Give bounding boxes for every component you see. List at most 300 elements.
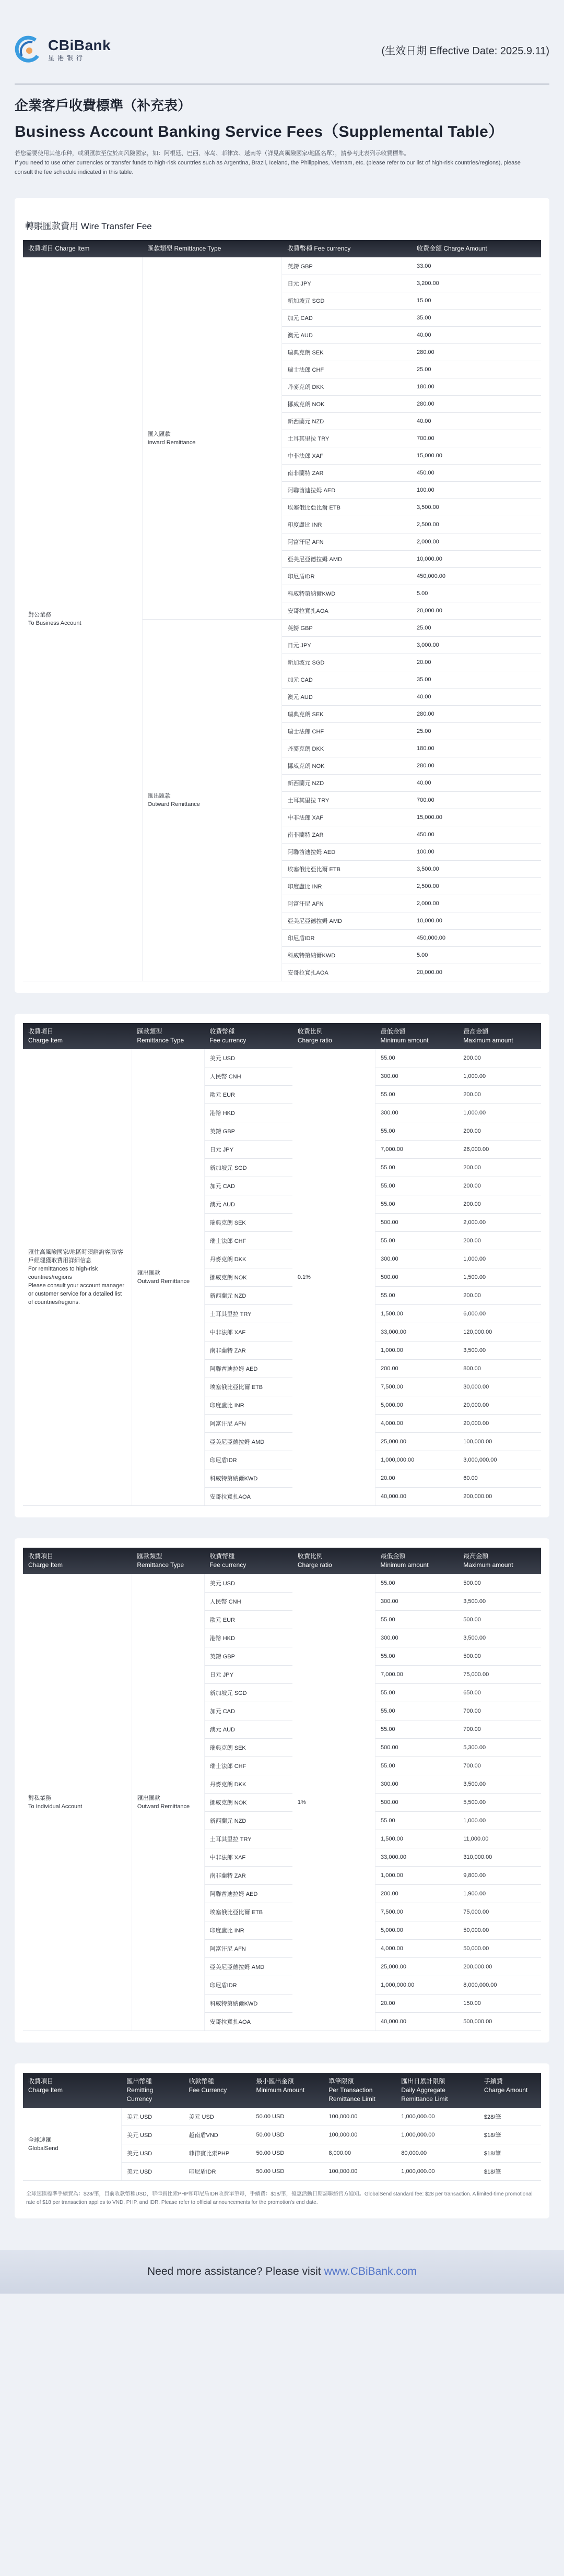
fee-currency-cell: 加元 CAD — [282, 309, 412, 326]
fee-currency-cell: 土耳其里拉 TRY — [282, 430, 412, 447]
fee-currency-cell: 中非法郎 XAF — [204, 1323, 292, 1342]
fee-currency-cell: 印尼盾IDR — [204, 1451, 292, 1469]
fee-currency-cell: 土耳其里拉 TRY — [204, 1830, 292, 1848]
maximum-amount-cell: 20,000.00 — [458, 1396, 541, 1415]
fee-currency-cell: 埃塞俄比亞比爾 ETB — [204, 1378, 292, 1396]
maximum-amount-cell: 75,000.00 — [458, 1903, 541, 1921]
charge-amount-cell: 40.00 — [412, 412, 541, 430]
maximum-amount-cell: 800.00 — [458, 1360, 541, 1378]
fee-currency-cell: 中非法郎 XAF — [204, 1848, 292, 1866]
highrisk-header-2: 收費幣種 Fee currency — [204, 1023, 292, 1049]
fee-currency-cell: 瑞士法郎 CHF — [282, 722, 412, 740]
charge-amount-cell: 100.00 — [412, 481, 541, 498]
charge-amount-cell: 20.00 — [412, 654, 541, 671]
fee-currency-cell: 澳元 AUD — [282, 326, 412, 343]
minimum-amount-cell: 500.00 — [375, 1793, 459, 1811]
table-row — [23, 1049, 541, 1067]
charge-amount-cell: 280.00 — [412, 757, 541, 774]
individual-table — [23, 1548, 541, 2031]
minimum-amount-cell: 55.00 — [375, 1647, 459, 1665]
fee-currency-cell: 挪威克朗 NOK — [282, 757, 412, 774]
fee-currency-cell: 科威特第納爾KWD — [282, 946, 412, 964]
minimum-amount-cell: 33,000.00 — [375, 1848, 459, 1866]
charge-amount-cell: 3,500.00 — [412, 498, 541, 516]
maximum-amount-cell: 3,500.00 — [458, 1342, 541, 1360]
maximum-amount-cell: 1,000.00 — [458, 1811, 541, 1830]
fee-currency-cell: 歐元 EUR — [204, 1610, 292, 1629]
maximum-amount-cell: 200.00 — [458, 1159, 541, 1177]
minimum-amount-cell: 50.00 USD — [251, 2163, 323, 2181]
fee-currency-cell: 印度盧比 INR — [204, 1921, 292, 1939]
charge-amount-cell: 35.00 — [412, 671, 541, 688]
minimum-amount-cell: 300.00 — [375, 1104, 459, 1122]
fee-currency-cell: 日元 JPY — [282, 636, 412, 654]
globalsend-card — [15, 2063, 549, 2219]
charge-amount-cell: 180.00 — [412, 740, 541, 757]
fee-currency-cell: 英鎊 GBP — [282, 619, 412, 636]
charge-amount-cell: 40.00 — [412, 688, 541, 705]
per-transaction-limit-cell: 100,000.00 — [323, 2108, 396, 2126]
footer-assistance — [0, 2250, 564, 2294]
minimum-amount-cell: 7,000.00 — [375, 1665, 459, 1683]
minimum-amount-cell: 25,000.00 — [375, 1957, 459, 1976]
footer-website-link[interactable]: www.CBiBank.com — [324, 2265, 417, 2278]
minimum-amount-cell: 33,000.00 — [375, 1323, 459, 1342]
maximum-amount-cell: 500,000.00 — [458, 2012, 541, 2031]
fee-currency-cell: 阿聯酋迪拉姆 AED — [204, 1360, 292, 1378]
fee-currency-cell: 美元 USD — [204, 1049, 292, 1067]
remitting-currency-cell: 美元 USD — [121, 2108, 183, 2126]
wire-transfer-card — [15, 198, 549, 993]
charge-amount-cell: 450.00 — [412, 464, 541, 481]
individual-header-2: 收費幣種 Fee currency — [204, 1548, 292, 1574]
fee-currency-cell: 新西蘭元 NZD — [204, 1811, 292, 1830]
minimum-amount-cell: 55.00 — [375, 1683, 459, 1702]
charge-amount-cell: 5.00 — [412, 946, 541, 964]
remitting-currency-cell: 美元 USD — [121, 2144, 183, 2163]
minimum-amount-cell: 5,000.00 — [375, 1921, 459, 1939]
charge-amount-cell: 700.00 — [412, 430, 541, 447]
charge-amount-cell: 450,000.00 — [412, 929, 541, 946]
per-transaction-limit-cell: 100,000.00 — [323, 2163, 396, 2181]
wire-header-3: 收費金額 Charge Amount — [412, 240, 541, 257]
maximum-amount-cell: 60.00 — [458, 1469, 541, 1488]
fee-currency-cell: 阿聯酋迪拉姆 AED — [282, 481, 412, 498]
minimum-amount-cell: 20.00 — [375, 1469, 459, 1488]
fee-currency-cell: 新加坡元 SGD — [282, 654, 412, 671]
wire-transfer-title: 轉賬匯款費用 Wire Transfer Fee — [25, 221, 152, 232]
maximum-amount-cell: 1,000.00 — [458, 1067, 541, 1086]
fee-currency-cell: 加元 CAD — [204, 1177, 292, 1195]
minimum-amount-cell: 4,000.00 — [375, 1939, 459, 1957]
highrisk-header-4: 最低金額 Minimum amount — [375, 1023, 459, 1049]
fee-currency-cell: 新西蘭元 NZD — [282, 774, 412, 791]
charge-amount-cell: $28/筆 — [479, 2108, 541, 2126]
fee-currency-cell: 新西蘭元 NZD — [204, 1287, 292, 1305]
fee-currency-cell: 英鎊 GBP — [282, 257, 412, 275]
highrisk-table — [23, 1023, 541, 1506]
minimum-amount-cell: 55.00 — [375, 1177, 459, 1195]
wire-header-2: 收費幣種 Fee currency — [282, 240, 412, 257]
fee-currency-cell: 丹麥克朗 DKK — [282, 740, 412, 757]
maximum-amount-cell: 500.00 — [458, 1647, 541, 1665]
individual-card — [15, 1538, 549, 2043]
individual-header-1: 匯款類型 Remittance Type — [132, 1548, 204, 1574]
fee-currency-cell: 英鎊 GBP — [204, 1647, 292, 1665]
charge-amount-cell: 280.00 — [412, 395, 541, 412]
fee-currency-cell: 澳元 AUD — [204, 1195, 292, 1214]
logo-icon — [15, 35, 44, 64]
charge-amount-cell: 15,000.00 — [412, 447, 541, 464]
page-title-zh: 企業客戶收費標準（补充表） — [15, 98, 192, 114]
minimum-amount-cell: 50.00 USD — [251, 2144, 323, 2163]
minimum-amount-cell: 500.00 — [375, 1214, 459, 1232]
minimum-amount-cell: 50.00 USD — [251, 2126, 323, 2144]
minimum-amount-cell: 55.00 — [375, 1720, 459, 1738]
minimum-amount-cell: 55.00 — [375, 1756, 459, 1775]
fee-currency-cell: 瑞典克朗 SEK — [282, 705, 412, 722]
charge-amount-cell: $18/筆 — [479, 2126, 541, 2144]
daily-limit-cell: 1,000,000.00 — [396, 2163, 479, 2181]
minimum-amount-cell: 5,000.00 — [375, 1396, 459, 1415]
wire-transfer-table — [23, 240, 541, 981]
globalsend-header-6: 手續費 Charge Amount — [479, 2073, 541, 2108]
maximum-amount-cell: 5,500.00 — [458, 1793, 541, 1811]
fee-currency-cell: 埃塞俄比亞比爾 ETB — [282, 498, 412, 516]
fee-currency-cell: 丹麥克朗 DKK — [282, 378, 412, 395]
logo-subtitle: 星港银行 — [48, 54, 86, 62]
minimum-amount-cell: 55.00 — [375, 1811, 459, 1830]
maximum-amount-cell: 20,000.00 — [458, 1415, 541, 1433]
table-row — [23, 1574, 541, 1592]
charge-amount-cell: 280.00 — [412, 343, 541, 361]
fee-currency-cell: 丹麥克朗 DKK — [204, 1775, 292, 1793]
globalsend-header-2: 收款幣種 Fee Currency — [184, 2073, 251, 2108]
charge-amount-cell: 10,000.00 — [412, 550, 541, 567]
remitting-currency-cell: 美元 USD — [121, 2163, 183, 2181]
footer-text: Need more assistance? Please visit — [147, 2265, 321, 2278]
charge-amount-cell: 450.00 — [412, 826, 541, 843]
remitting-currency-cell: 美元 USD — [121, 2126, 183, 2144]
charge-amount-cell: 280.00 — [412, 705, 541, 722]
fee-currency-cell: 瑞士法郎 CHF — [204, 1232, 292, 1250]
fee-currency-cell: 歐元 EUR — [204, 1086, 292, 1104]
maximum-amount-cell: 200.00 — [458, 1287, 541, 1305]
minimum-amount-cell: 55.00 — [375, 1574, 459, 1592]
remittance-type-cell: 匯出匯款 Outward Remittance — [132, 1049, 204, 1506]
maximum-amount-cell: 1,500.00 — [458, 1268, 541, 1287]
fee-currency-cell: 英鎊 GBP — [204, 1122, 292, 1141]
charge-amount-cell: 15,000.00 — [412, 809, 541, 826]
maximum-amount-cell: 200.00 — [458, 1049, 541, 1067]
fee-currency-cell: 人民幣 CNH — [204, 1067, 292, 1086]
fee-currency-cell: 新西蘭元 NZD — [282, 412, 412, 430]
charge-item-cell: 對私業務 To Individual Account — [23, 1574, 132, 2031]
globalsend-table — [23, 2073, 541, 2181]
fee-currency-cell: 澳元 AUD — [282, 688, 412, 705]
fee-currency-cell: 阿富汗尼 AFN — [282, 895, 412, 912]
fee-currency-cell: 瑞士法郎 CHF — [204, 1756, 292, 1775]
minimum-amount-cell: 50.00 USD — [251, 2108, 323, 2126]
individual-header-0: 收費項目 Charge Item — [23, 1548, 132, 1574]
maximum-amount-cell: 5,300.00 — [458, 1738, 541, 1756]
minimum-amount-cell: 300.00 — [375, 1250, 459, 1268]
highrisk-header-1: 匯款類型 Remittance Type — [132, 1023, 204, 1049]
fee-currency-cell: 亞美尼亞德拉姆 AMD — [282, 550, 412, 567]
fee-currency-cell: 南非蘭特 ZAR — [282, 464, 412, 481]
charge-amount-cell: 2,000.00 — [412, 533, 541, 550]
logo-wordmark: CBiBank — [48, 37, 111, 53]
maximum-amount-cell: 2,000.00 — [458, 1214, 541, 1232]
maximum-amount-cell: 200,000.00 — [458, 1488, 541, 1506]
minimum-amount-cell: 1,500.00 — [375, 1305, 459, 1323]
fee-currency-cell: 南非蘭特 ZAR — [204, 1866, 292, 1884]
maximum-amount-cell: 3,500.00 — [458, 1592, 541, 1610]
charge-ratio-cell: 0.1% — [292, 1049, 375, 1506]
minimum-amount-cell: 200.00 — [375, 1884, 459, 1903]
minimum-amount-cell: 1,000.00 — [375, 1342, 459, 1360]
maximum-amount-cell: 1,000.00 — [458, 1104, 541, 1122]
fee-currency-cell: 印尼盾IDR — [204, 1976, 292, 1994]
minimum-amount-cell: 55.00 — [375, 1049, 459, 1067]
maximum-amount-cell: 3,500.00 — [458, 1775, 541, 1793]
minimum-amount-cell: 300.00 — [375, 1067, 459, 1086]
per-transaction-limit-cell: 8,000.00 — [323, 2144, 396, 2163]
minimum-amount-cell: 7,500.00 — [375, 1903, 459, 1921]
charge-amount-cell: 33.00 — [412, 257, 541, 275]
fee-currency-cell: 印度盧比 INR — [282, 516, 412, 533]
minimum-amount-cell: 500.00 — [375, 1268, 459, 1287]
remittance-type-cell: 匯出匯款 Outward Remittance — [142, 619, 282, 981]
fee-currency-cell: 日元 JPY — [204, 1665, 292, 1683]
minimum-amount-cell: 55.00 — [375, 1232, 459, 1250]
fee-currency-cell: 美元 USD — [184, 2108, 251, 2126]
fee-currency-cell: 南非蘭特 ZAR — [282, 826, 412, 843]
maximum-amount-cell: 75,000.00 — [458, 1665, 541, 1683]
maximum-amount-cell: 650.00 — [458, 1683, 541, 1702]
minimum-amount-cell: 500.00 — [375, 1738, 459, 1756]
fee-currency-cell: 日元 JPY — [282, 275, 412, 292]
intro — [0, 141, 564, 177]
charge-amount-cell: 2,500.00 — [412, 516, 541, 533]
effective-date: (生效日期 Effective Date: 2025.9.11) — [381, 45, 549, 57]
fee-currency-cell: 日元 JPY — [204, 1141, 292, 1159]
fee-currency-cell: 中非法郎 XAF — [282, 447, 412, 464]
fee-currency-cell: 新加坡元 SGD — [204, 1159, 292, 1177]
logo[interactable] — [15, 35, 111, 64]
minimum-amount-cell: 40,000.00 — [375, 2012, 459, 2031]
individual-header-3: 收費比例 Charge ratio — [292, 1548, 375, 1574]
maximum-amount-cell: 50,000.00 — [458, 1921, 541, 1939]
charge-item-cell: 全球速匯 GlobalSend — [23, 2108, 121, 2181]
charge-item-cell: 匯往高風險國家/地區時須諮詢客服/客戶經理獲取費用詳細信息 For remittances to high-risk countries/regions Please consult your account manager or customer service for a detailed list of countries/regions. — [23, 1049, 132, 1506]
minimum-amount-cell: 1,000.00 — [375, 1866, 459, 1884]
fee-currency-cell: 瑞士法郎 CHF — [282, 361, 412, 378]
fee-currency-cell: 印度盧比 INR — [204, 1396, 292, 1415]
charge-amount-cell: 3,000.00 — [412, 636, 541, 654]
minimum-amount-cell: 200.00 — [375, 1360, 459, 1378]
maximum-amount-cell: 200.00 — [458, 1195, 541, 1214]
per-transaction-limit-cell: 100,000.00 — [323, 2126, 396, 2144]
individual-header-5: 最高金額 Maximum amount — [458, 1548, 541, 1574]
wire-header-1: 匯款類型 Remittance Type — [142, 240, 282, 257]
globalsend-header-3: 最小匯出金額 Minimum Amount — [251, 2073, 323, 2108]
charge-amount-cell: 3,200.00 — [412, 275, 541, 292]
daily-limit-cell: 1,000,000.00 — [396, 2108, 479, 2126]
maximum-amount-cell: 700.00 — [458, 1702, 541, 1720]
fee-currency-cell: 埃塞俄比亞比爾 ETB — [204, 1903, 292, 1921]
maximum-amount-cell: 9,800.00 — [458, 1866, 541, 1884]
fee-currency-cell: 埃塞俄比亞比爾 ETB — [282, 860, 412, 877]
charge-amount-cell: 25.00 — [412, 619, 541, 636]
maximum-amount-cell: 200.00 — [458, 1232, 541, 1250]
maximum-amount-cell: 200.00 — [458, 1122, 541, 1141]
fee-currency-cell: 科威特第納爾KWD — [204, 1469, 292, 1488]
fee-currency-cell: 美元 USD — [204, 1574, 292, 1592]
charge-amount-cell: 25.00 — [412, 361, 541, 378]
maximum-amount-cell: 1,900.00 — [458, 1884, 541, 1903]
fee-currency-cell: 挪威克朗 NOK — [282, 395, 412, 412]
fee-currency-cell: 越南盾VND — [184, 2126, 251, 2144]
fee-currency-cell: 瑞典克朗 SEK — [204, 1214, 292, 1232]
fee-currency-cell: 土耳其里拉 TRY — [282, 791, 412, 809]
charge-amount-cell: 5.00 — [412, 585, 541, 602]
fee-currency-cell: 人民幣 CNH — [204, 1592, 292, 1610]
maximum-amount-cell: 200,000.00 — [458, 1957, 541, 1976]
fee-currency-cell: 中非法郎 XAF — [282, 809, 412, 826]
fee-currency-cell: 亞美尼亞德拉姆 AMD — [204, 1957, 292, 1976]
charge-amount-cell: 35.00 — [412, 309, 541, 326]
minimum-amount-cell: 55.00 — [375, 1702, 459, 1720]
fee-currency-cell: 安哥拉寬扎AOA — [282, 964, 412, 981]
charge-amount-cell: 700.00 — [412, 791, 541, 809]
fee-currency-cell: 新加坡元 SGD — [282, 292, 412, 309]
minimum-amount-cell: 25,000.00 — [375, 1433, 459, 1451]
fee-currency-cell: 印尼盾IDR — [282, 567, 412, 585]
fee-currency-cell: 南非蘭特 ZAR — [204, 1342, 292, 1360]
maximum-amount-cell: 6,000.00 — [458, 1305, 541, 1323]
minimum-amount-cell: 300.00 — [375, 1775, 459, 1793]
charge-amount-cell: 3,500.00 — [412, 860, 541, 877]
minimum-amount-cell: 1,500.00 — [375, 1830, 459, 1848]
daily-limit-cell: 1,000,000.00 — [396, 2126, 479, 2144]
fee-currency-cell: 印尼盾IDR — [184, 2163, 251, 2181]
fee-currency-cell: 科威特第納爾KWD — [204, 1994, 292, 2012]
minimum-amount-cell: 55.00 — [375, 1195, 459, 1214]
fee-currency-cell: 科威特第納爾KWD — [282, 585, 412, 602]
daily-limit-cell: 80,000.00 — [396, 2144, 479, 2163]
table-row — [23, 2108, 541, 2126]
remittance-type-cell: 匯入匯款 Inward Remittance — [142, 257, 282, 619]
highrisk-header-0: 收費項目 Charge Item — [23, 1023, 132, 1049]
minimum-amount-cell: 300.00 — [375, 1629, 459, 1647]
maximum-amount-cell: 700.00 — [458, 1720, 541, 1738]
minimum-amount-cell: 55.00 — [375, 1122, 459, 1141]
maximum-amount-cell: 1,000.00 — [458, 1250, 541, 1268]
fee-currency-cell: 印尼盾IDR — [282, 929, 412, 946]
fee-currency-cell: 港幣 HKD — [204, 1104, 292, 1122]
charge-amount-cell: 40.00 — [412, 774, 541, 791]
minimum-amount-cell: 55.00 — [375, 1159, 459, 1177]
fee-currency-cell: 挪威克朗 NOK — [204, 1268, 292, 1287]
fee-currency-cell: 菲律賓比索PHP — [184, 2144, 251, 2163]
fee-currency-cell: 瑞典克朗 SEK — [204, 1738, 292, 1756]
minimum-amount-cell: 300.00 — [375, 1592, 459, 1610]
charge-amount-cell: 25.00 — [412, 722, 541, 740]
charge-ratio-cell: 1% — [292, 1574, 375, 2031]
fee-currency-cell: 阿富汗尼 AFN — [282, 533, 412, 550]
fee-currency-cell: 港幣 HKD — [204, 1629, 292, 1647]
maximum-amount-cell: 200.00 — [458, 1177, 541, 1195]
minimum-amount-cell: 40,000.00 — [375, 1488, 459, 1506]
fee-currency-cell: 安哥拉寬扎AOA — [204, 2012, 292, 2031]
maximum-amount-cell: 150.00 — [458, 1994, 541, 2012]
maximum-amount-cell: 50,000.00 — [458, 1939, 541, 1957]
globalsend-header-0: 收費項目 Charge Item — [23, 2073, 121, 2108]
fee-currency-cell: 丹麥克朗 DKK — [204, 1250, 292, 1268]
minimum-amount-cell: 20.00 — [375, 1994, 459, 2012]
minimum-amount-cell: 1,000,000.00 — [375, 1451, 459, 1469]
maximum-amount-cell: 500.00 — [458, 1574, 541, 1592]
fee-currency-cell: 瑞典克朗 SEK — [282, 343, 412, 361]
header-divider — [15, 84, 549, 85]
maximum-amount-cell: 26,000.00 — [458, 1141, 541, 1159]
intro-zh: 若您需要使用其他币种，或須匯款至位於高风險國家，如：阿根廷、巴西、冰岛、菲律宾、越南等（詳見高風險國家/地區名單），請參考此表列示收費標準。 — [15, 150, 410, 157]
highrisk-header-5: 最高金額 Maximum amount — [458, 1023, 541, 1049]
fee-currency-cell: 印度盧比 INR — [282, 877, 412, 895]
globalsend-header-5: 匯出日累計限額 Daily Aggregate Remittance Limit — [396, 2073, 479, 2108]
globalsend-header-1: 匯出幣種 Remitting Currency — [121, 2073, 183, 2108]
maximum-amount-cell: 3,000,000.00 — [458, 1451, 541, 1469]
fee-currency-cell: 澳元 AUD — [204, 1720, 292, 1738]
charge-amount-cell: 10,000.00 — [412, 912, 541, 929]
intro-en: If you need to use other currencies or transfer funds to high-risk countries such as Argentina, Brazil, Iceland, the Philippines, Vietnam, etc. (please refer to our list of high-risk countries/regions), please consult the fee schedule indicated in this table. — [15, 160, 521, 176]
maximum-amount-cell: 100,000.00 — [458, 1433, 541, 1451]
maximum-amount-cell: 30,000.00 — [458, 1378, 541, 1396]
maximum-amount-cell: 3,500.00 — [458, 1629, 541, 1647]
fee-currency-cell: 加元 CAD — [282, 671, 412, 688]
page-title-en: Business Account Banking Service Fees（Supplemental Table） — [15, 123, 504, 140]
highrisk-header-3: 收費比例 Charge ratio — [292, 1023, 375, 1049]
fee-currency-cell: 亞美尼亞德拉姆 AMD — [282, 912, 412, 929]
fee-currency-cell: 土耳其里拉 TRY — [204, 1305, 292, 1323]
fee-currency-cell: 新加坡元 SGD — [204, 1683, 292, 1702]
charge-amount-cell: 180.00 — [412, 378, 541, 395]
fee-currency-cell: 安哥拉寬扎AOA — [282, 602, 412, 619]
remittance-type-cell: 匯出匯款 Outward Remittance — [132, 1574, 204, 2031]
minimum-amount-cell: 4,000.00 — [375, 1415, 459, 1433]
maximum-amount-cell: 310,000.00 — [458, 1848, 541, 1866]
minimum-amount-cell: 7,000.00 — [375, 1141, 459, 1159]
maximum-amount-cell: 700.00 — [458, 1756, 541, 1775]
charge-amount-cell: 20,000.00 — [412, 602, 541, 619]
charge-amount-cell: 100.00 — [412, 843, 541, 860]
globalsend-note: 全球速匯標準手續費為：$28/筆，目前收款幣種USD，菲律賓比索PHP和印尼盾IDR收費單筆每，手續費：$18/筆，優惠活動日期請聯絡官方通知。GlobalSend standard fee: $28 per transaction. A limited-time promotional rate of $18 per transaction applies to VND, PHP, and IDR. Please refer to official announcements for the promotion's end date. — [26, 2191, 533, 2206]
charge-amount-cell: 2,000.00 — [412, 895, 541, 912]
maximum-amount-cell: 8,000,000.00 — [458, 1976, 541, 1994]
individual-header-4: 最低金額 Minimum amount — [375, 1548, 459, 1574]
minimum-amount-cell: 7,500.00 — [375, 1378, 459, 1396]
fee-currency-cell: 亞美尼亞德拉姆 AMD — [204, 1433, 292, 1451]
fee-currency-cell: 阿富汗尼 AFN — [204, 1939, 292, 1957]
highrisk-card — [15, 1014, 549, 1518]
fee-currency-cell: 阿富汗尼 AFN — [204, 1415, 292, 1433]
minimum-amount-cell: 55.00 — [375, 1287, 459, 1305]
maximum-amount-cell: 120,000.00 — [458, 1323, 541, 1342]
fee-currency-cell: 安哥拉寬扎AOA — [204, 1488, 292, 1506]
charge-amount-cell: $18/筆 — [479, 2163, 541, 2181]
charge-amount-cell: 40.00 — [412, 326, 541, 343]
